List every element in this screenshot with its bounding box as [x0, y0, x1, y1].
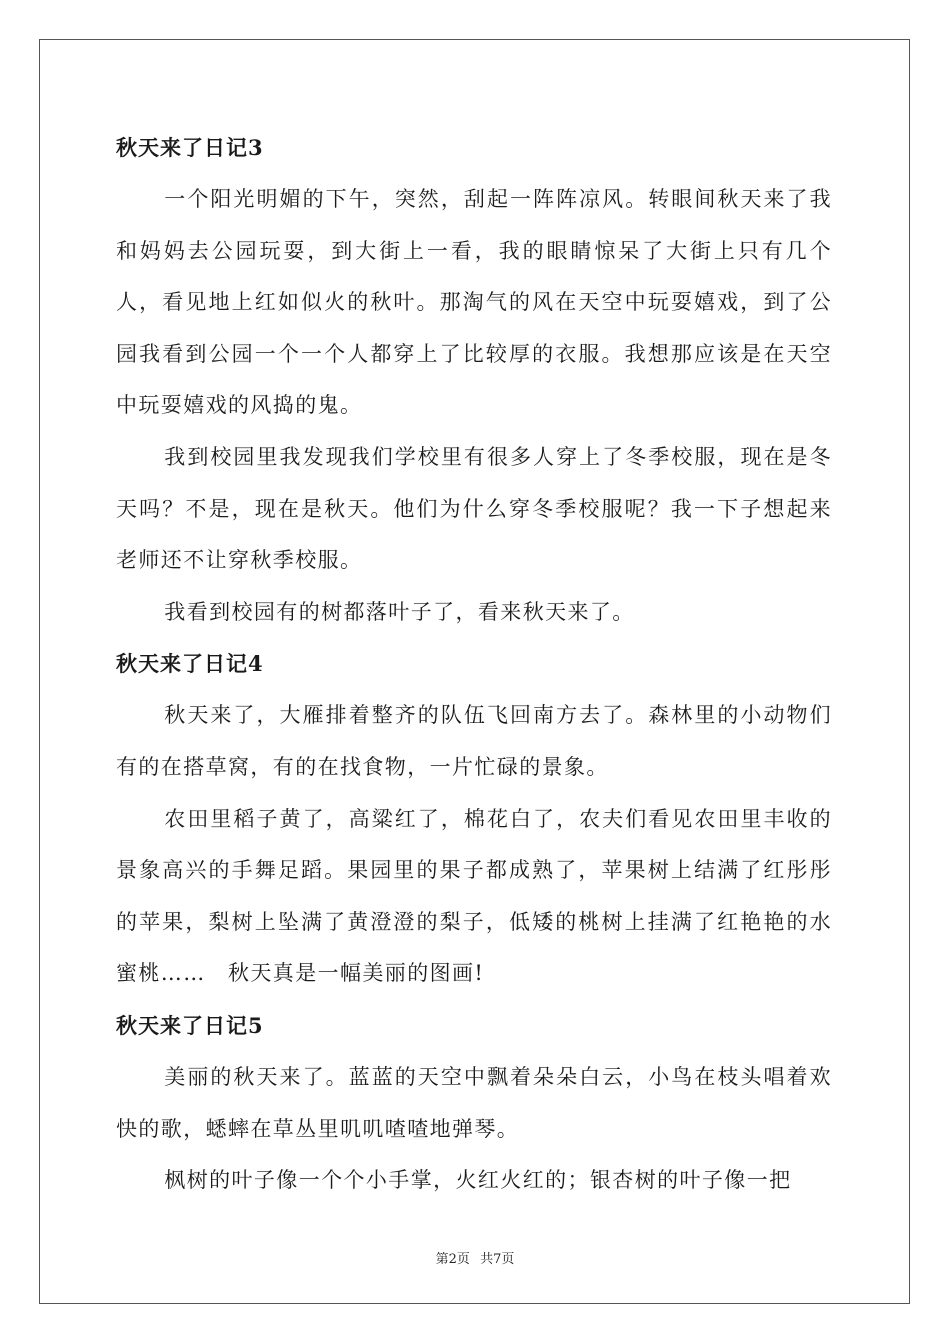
page-footer: [0, 1248, 950, 1267]
paragraph: 农田里稻子黄了，高粱红了，棉花白了，农夫们看见农田里丰收的景象高兴的手舞足蹈。果园里的果子都成熟了，苹果树上结满了红彤彤的苹果，梨树上坠满了黄澄澄的梨子，低矮的桃树上挂满了红艳艳的水蜜桃…… 秋天真是一幅美丽的图画!: [116, 806, 832, 986]
page-total: 共7页: [480, 1252, 515, 1267]
section-title: 秋天来了日记3: [116, 135, 264, 160]
paragraph: 一个阳光明媚的下午，突然，刮起一阵阵凉风。转眼间秋天来了我和妈妈去公园玩耍，到大街上一看，我的眼睛惊呆了大街上只有几个人，看见地上红如似火的秋叶。那淘气的风在天空中玩耍嬉戏，到了公园我看到公园一个一个人都穿上了比较厚的衣服。我想那应该是在天空中玩耍嬉戏的风捣的鬼。: [116, 187, 832, 418]
section-title: 秋天来了日记4: [116, 651, 264, 677]
paragraph: 美丽的秋天来了。蓝蓝的天空中飘着朵朵白云，小鸟在枝头唱着欢快的歌，蟋蟀在草丛里叽叽喳喳地弹琴。: [116, 1064, 832, 1141]
paragraph: 我到校园里我发现我们学校里有很多人穿上了冬季校服，现在是冬天吗？不是，现在是秋天。他们为什么穿冬季校服呢？我一下子想起来老师还不让穿秋季校服。: [116, 444, 832, 573]
paragraph: 枫树的叶子像一个个小手掌，火红火红的；银杏树的叶子像一把: [164, 1168, 792, 1193]
document-body: [116, 122, 832, 1207]
paragraph: 秋天来了，大雁排着整齐的队伍飞回南方去了。森林里的小动物们有的在搭草窝，有的在找食物，一片忙碌的景象。: [116, 703, 832, 779]
page-number: 第2页: [435, 1252, 470, 1267]
section-title: 秋天来了日记5: [116, 1012, 264, 1038]
paragraph: 我看到校园有的树都落叶子了，看来秋天来了。: [164, 599, 635, 624]
